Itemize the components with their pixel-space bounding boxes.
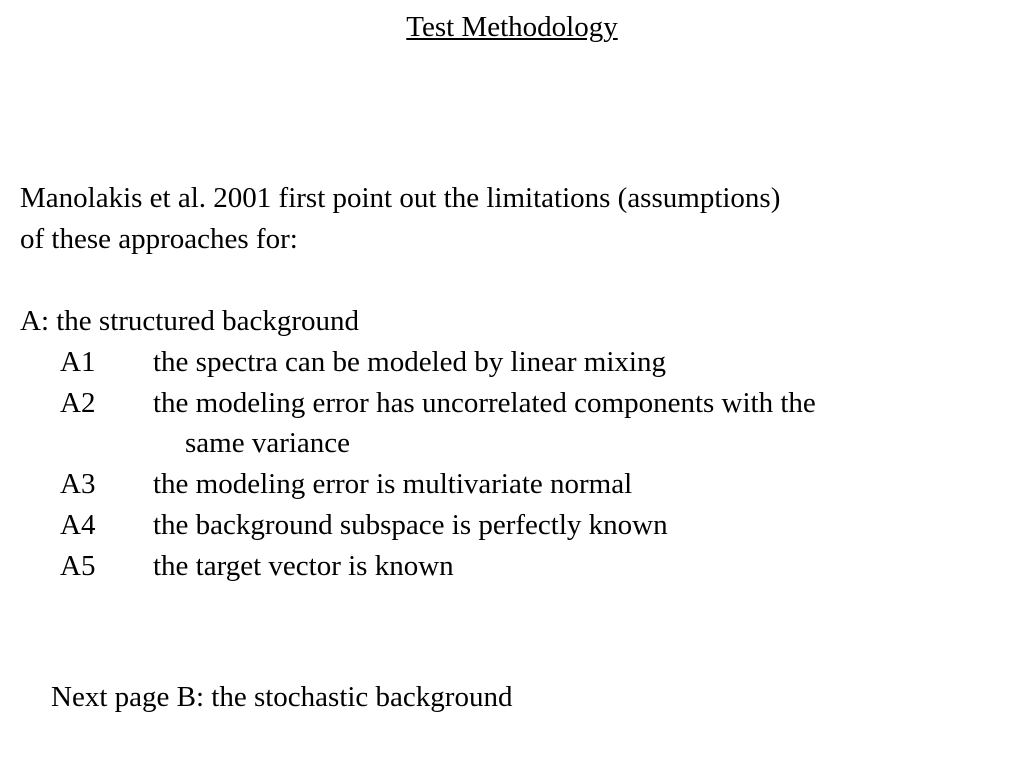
intro-line-1: Manolakis et al. 2001 first point out the limitations (assumptions)	[20, 182, 781, 214]
intro-line-2: of these approaches for:	[20, 223, 298, 255]
item-code: A2	[60, 387, 96, 419]
item-text: the modeling error is multivariate normal	[153, 468, 633, 500]
section-a-heading: A: the structured background	[20, 305, 360, 337]
item-text: the target vector is known	[153, 550, 454, 582]
item-text: the modeling error has uncorrelated components with the	[153, 387, 816, 419]
next-page-note: Next page B: the stochastic background	[51, 681, 513, 713]
item-a2-continuation: same variance	[185, 427, 351, 459]
item-code: A4	[60, 509, 96, 541]
intro-paragraph	[20, 178, 780, 260]
item-code: A5	[60, 550, 96, 582]
slide-title: Test Methodology	[406, 11, 618, 43]
item-code: A1	[60, 346, 96, 378]
item-text: the spectra can be modeled by linear mixing	[153, 346, 666, 378]
item-code: A3	[60, 468, 96, 500]
item-text: the background subspace is perfectly known	[153, 509, 668, 541]
